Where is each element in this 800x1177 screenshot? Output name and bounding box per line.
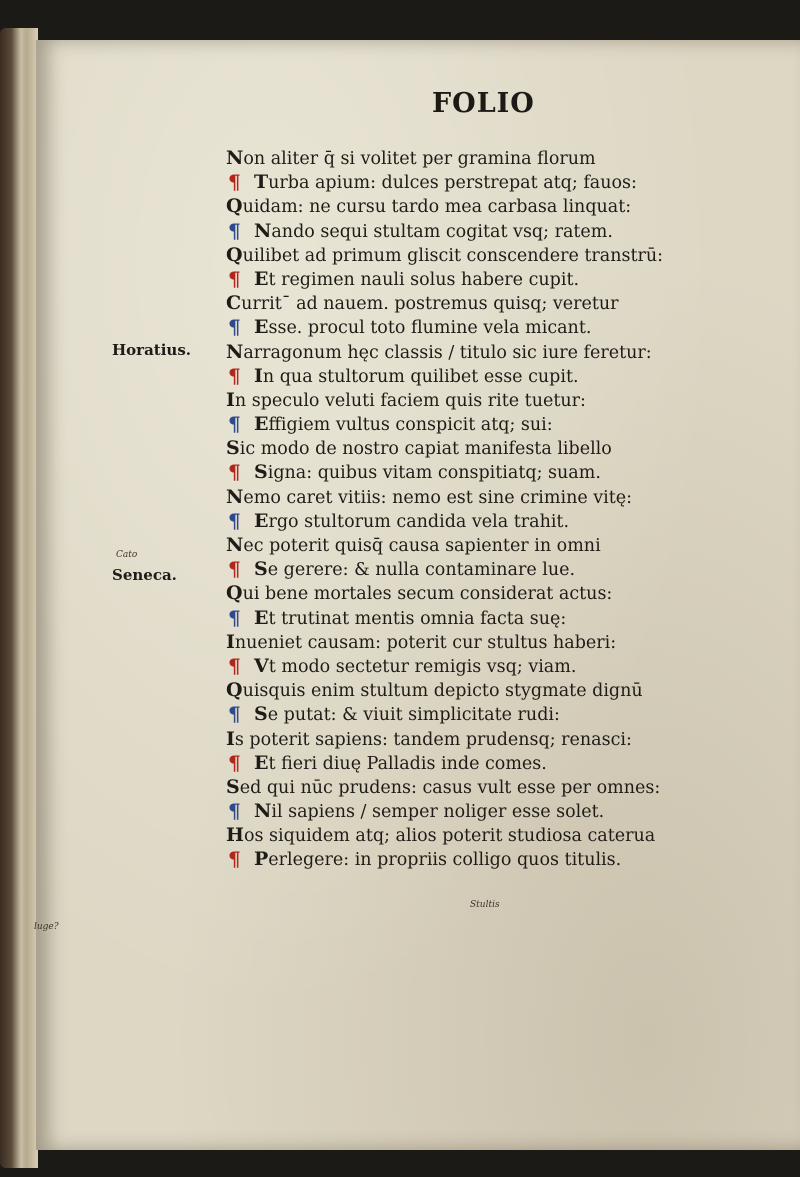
initial-letter: Inueniet causam: poterit cur stultus haberi: xyxy=(226,630,617,653)
pilcrow-icon: ¶ xyxy=(228,315,241,340)
initial-letter: Hos siquidem atq; alios poterit studiosa caterua xyxy=(226,824,656,847)
initial-letter: Effigiem vultus conspicit atq; sui: xyxy=(254,413,553,436)
verse-line xyxy=(226,727,786,751)
verse-line xyxy=(226,436,786,460)
pilcrow-icon: ¶ xyxy=(228,508,241,533)
verse-line xyxy=(226,751,786,775)
verse-line xyxy=(226,533,786,557)
verse-line xyxy=(226,291,786,315)
initial-letter: Et fieri diuę Palladis inde comes. xyxy=(254,751,547,774)
pilcrow-icon: ¶ xyxy=(228,266,241,291)
verse-line xyxy=(226,823,786,847)
initial-letter: Vt modo sectetur remigis vsq; viam. xyxy=(254,654,577,677)
initial-letter: Perlegere: in propriis colligo quos titulis. xyxy=(254,848,622,871)
verse-line xyxy=(226,364,786,388)
pilcrow-icon: ¶ xyxy=(228,799,241,824)
initial-letter: Curritˉ ad nauem. postremus quisq; veretur xyxy=(226,292,619,315)
verse-line xyxy=(226,340,786,364)
verse-line xyxy=(226,485,786,509)
verse-line xyxy=(226,219,786,243)
tiny-note-stultis: Stultis xyxy=(470,900,500,910)
verse-list xyxy=(226,146,786,872)
pilcrow-icon: ¶ xyxy=(228,653,241,678)
verse-line xyxy=(226,509,786,533)
initial-letter: Et trutinat mentis omnia facta suę: xyxy=(254,606,567,629)
initial-letter: Nil sapiens / semper noliger esse solet. xyxy=(254,800,605,823)
book-edge xyxy=(0,28,38,1168)
pilcrow-icon: ¶ xyxy=(228,557,241,582)
initial-letter: Is poterit sapiens: tandem prudensq; renasci: xyxy=(226,727,632,750)
initial-letter: Sic modo de nostro capiat manifesta libello xyxy=(226,437,612,460)
verse-line xyxy=(226,460,786,484)
initial-letter: Quisquis enim stultum depicto stygmate dignū xyxy=(226,679,643,702)
pilcrow-icon: ¶ xyxy=(228,170,241,195)
initial-letter: Quidam: ne cursu tardo mea carbasa linquat: xyxy=(226,195,632,218)
initial-letter: Nec poterit quisq̄ causa sapienter in omni xyxy=(226,534,601,556)
verse-line xyxy=(226,581,786,605)
verse-line xyxy=(226,412,786,436)
initial-letter: In speculo veluti faciem quis rite tuetur: xyxy=(226,388,586,411)
initial-letter: Signa: quibus vitam conspitiatq; suam. xyxy=(254,461,601,484)
verse-line xyxy=(226,702,786,726)
margin-note-horatius: Horatius. xyxy=(112,341,191,359)
initial-letter: Ergo stultorum candida vela trahit. xyxy=(254,509,570,532)
initial-letter: Nemo caret vitiis: nemo est sine crimine vitę: xyxy=(226,485,633,508)
verse-line xyxy=(226,170,786,194)
verse-line xyxy=(226,799,786,823)
margin-note-seneca: Seneca. xyxy=(112,566,177,584)
verse-line xyxy=(226,315,786,339)
verse-line xyxy=(226,388,786,412)
verse-line xyxy=(226,630,786,654)
pilcrow-icon: ¶ xyxy=(228,605,241,630)
verse-line xyxy=(226,146,786,170)
verse-line xyxy=(226,267,786,291)
pilcrow-icon: ¶ xyxy=(228,412,241,437)
verse-line xyxy=(226,557,786,581)
initial-letter: Turba apium: dulces perstrepat atq; fauos: xyxy=(254,171,637,194)
verse-line xyxy=(226,194,786,218)
initial-letter: Sed qui nūc prudens: casus vult esse per omnes: xyxy=(226,775,661,798)
pilcrow-icon: ¶ xyxy=(228,750,241,775)
verse-line xyxy=(226,678,786,702)
verse-line xyxy=(226,847,786,871)
initial-letter: Se putat: & viuit simplicitate rudi: xyxy=(254,703,560,726)
initial-letter: Et regimen nauli solus habere cupit. xyxy=(254,267,580,290)
initial-letter: Esse. procul toto flumine vela micant. xyxy=(254,316,592,339)
initial-letter: Non aliter q̄ si volitet per gramina florum xyxy=(226,147,596,169)
tiny-note-cato: Cato xyxy=(116,550,138,560)
initial-letter: Qui bene mortales secum considerat actus: xyxy=(226,582,613,605)
folio-header: FOLIO xyxy=(432,88,535,119)
initial-letter: Quilibet ad primum gliscit conscendere transtrū: xyxy=(226,243,664,266)
verse-line xyxy=(226,775,786,799)
pilcrow-icon: ¶ xyxy=(228,847,241,872)
initial-letter: Narragonum hęc classis / titulo sic iure feretur: xyxy=(226,340,652,363)
tiny-note-luge: luge? xyxy=(34,922,59,932)
initial-letter: In qua stultorum quilibet esse cupit. xyxy=(254,364,579,387)
pilcrow-icon: ¶ xyxy=(228,218,241,243)
verse-line xyxy=(226,243,786,267)
initial-letter: Se gerere: & nulla contaminare lue. xyxy=(254,558,576,581)
initial-letter: Nando sequi stultam cogitat vsq; ratem. xyxy=(254,219,613,242)
pilcrow-icon: ¶ xyxy=(228,702,241,727)
pilcrow-icon: ¶ xyxy=(228,460,241,485)
pilcrow-icon: ¶ xyxy=(228,363,241,388)
verse-line xyxy=(226,606,786,630)
verse-line xyxy=(226,654,786,678)
